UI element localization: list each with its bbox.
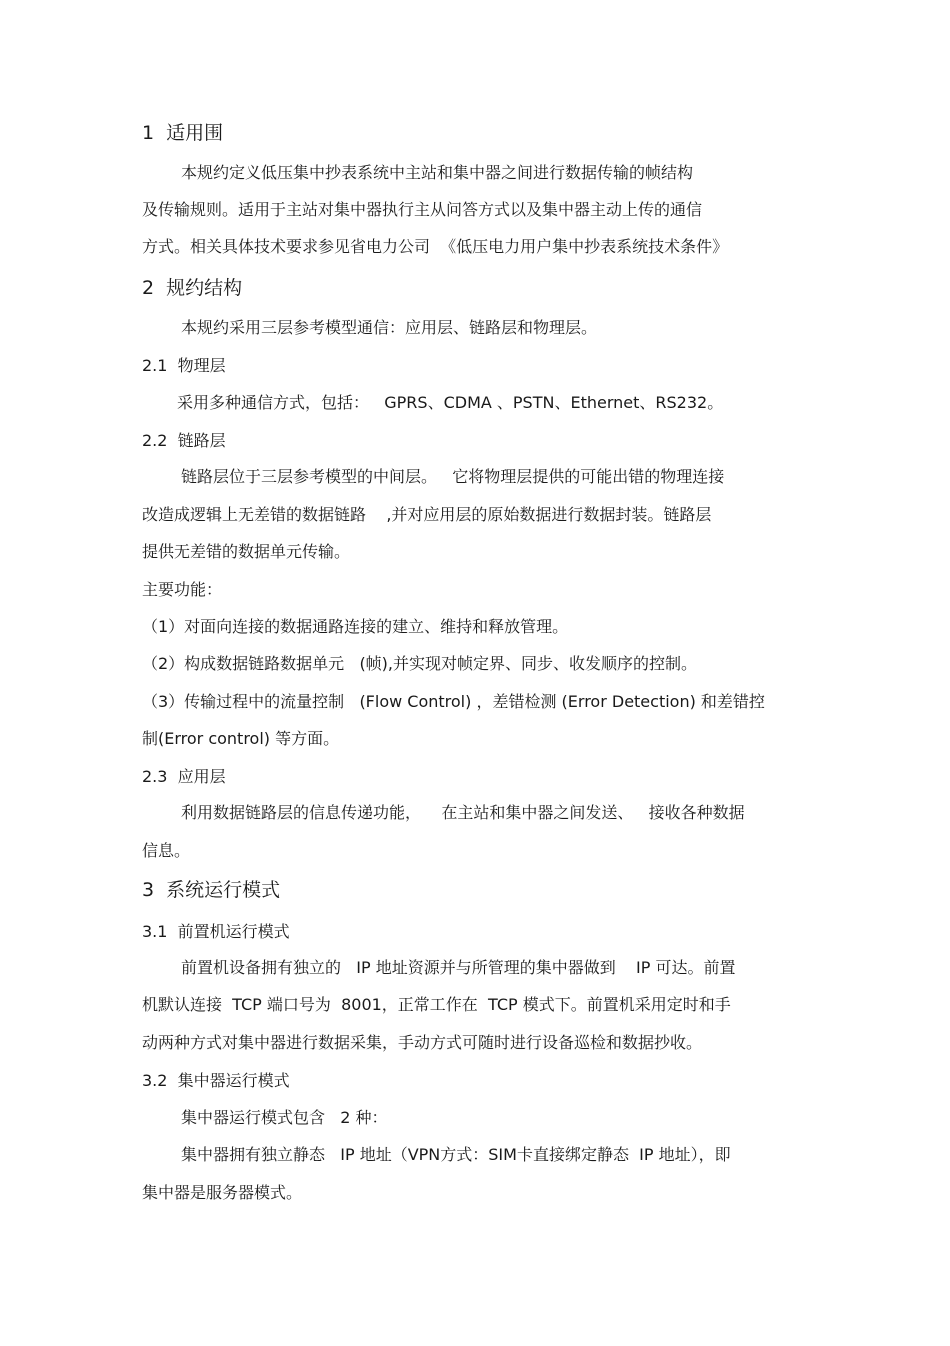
paragraph-line: 方式。相关具体技术要求参见省电力公司 《低压电力用户集中抄表系统技术条件》 bbox=[142, 237, 729, 256]
section-3-2-heading: 3.2 集中器运行模式 bbox=[142, 1071, 290, 1090]
section-3-heading: 3 系统运行模式 bbox=[142, 879, 281, 901]
section-1-heading: 1 适用围 bbox=[142, 122, 224, 144]
section-3-1-heading: 3.1 前置机运行模式 bbox=[142, 922, 290, 941]
paragraph-line: 提供无差错的数据单元传输。 bbox=[142, 542, 351, 561]
paragraph-line: 动两种方式对集中器进行数据采集，手动方式可随时进行设备巡检和数据抄收。 bbox=[142, 1033, 703, 1052]
paragraph-line: 及传输规则。适用于主站对集中器执行主从问答方式以及集中器主动上传的通信 bbox=[142, 200, 703, 219]
paragraph-line: 集中器是服务器模式。 bbox=[142, 1183, 303, 1202]
paragraph-line: 集中器拥有独立静态 IP 地址（VPN方式：SIM卡直接绑定静态 IP 地址），即 bbox=[181, 1145, 731, 1164]
paragraph-line: 本规约采用三层参考模型通信：应用层、链路层和物理层。 bbox=[181, 318, 598, 337]
paragraph-line: 前置机设备拥有独立的 IP 地址资源并与所管理的集中器做到 IP 可达。前置 bbox=[181, 958, 736, 977]
section-2-1-heading: 2.1 物理层 bbox=[142, 356, 226, 375]
list-item-continuation: 制(Error control) 等方面。 bbox=[142, 729, 340, 748]
section-2-3-heading: 2.3 应用层 bbox=[142, 767, 226, 786]
paragraph-line: 采用多种通信方式，包括： GPRS、CDMA 、PSTN、Ethernet、RS232。 bbox=[177, 393, 724, 412]
paragraph-line: 集中器运行模式包含 2 种： bbox=[181, 1108, 388, 1127]
paragraph-line: 机默认连接 TCP 端口号为 8001，正常工作在 TCP 模式下。前置机采用定时和手 bbox=[142, 995, 731, 1014]
section-2-heading: 2 规约结构 bbox=[142, 277, 243, 299]
list-item: （1）对面向连接的数据通路连接的建立、维持和释放管理。 bbox=[142, 617, 569, 636]
paragraph-line: 利用数据链路层的信息传递功能， 在主站和集中器之间发送、 接收各种数据 bbox=[181, 803, 745, 822]
paragraph-line: 改造成逻辑上无差错的数据链路 ,并对应用层的原始数据进行数据封装。链路层 bbox=[142, 505, 712, 524]
list-item: （3）传输过程中的流量控制 (Flow Control) ，差错检测 (Error Detection) 和差错控 bbox=[142, 692, 765, 711]
paragraph-line: 本规约定义低压集中抄表系统中主站和集中器之间进行数据传输的帧结构 bbox=[181, 163, 694, 182]
paragraph-line: 信息。 bbox=[142, 841, 191, 860]
section-2-2-heading: 2.2 链路层 bbox=[142, 431, 226, 450]
paragraph-line: 链路层位于三层参考模型的中间层。 它将物理层提供的可能出错的物理连接 bbox=[181, 467, 725, 486]
main-functions-label: 主要功能： bbox=[142, 580, 223, 599]
list-item: （2）构成数据链路数据单元 (帧),并实现对帧定界、同步、收发顺序的控制。 bbox=[142, 654, 698, 673]
